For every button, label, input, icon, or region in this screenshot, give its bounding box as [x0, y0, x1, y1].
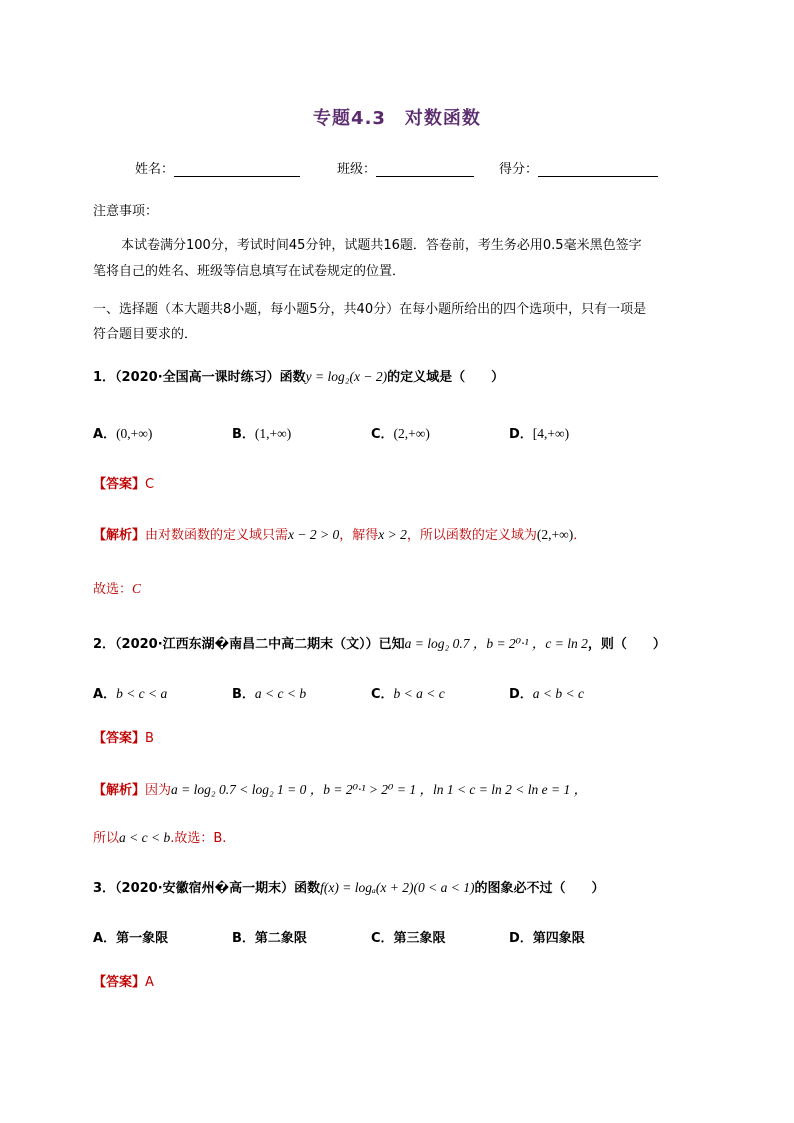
question-1-answer — [93, 473, 154, 492]
question-3-option-b[interactable]: B．第二象限 — [232, 931, 307, 946]
name-label: 姓名： — [135, 162, 175, 177]
question-3-prefix: 3．（2020·安徽宿州�高一期末）函数 — [93, 881, 321, 896]
analysis-tag: 【解析】 — [93, 528, 146, 543]
question-1-suffix: 的定义域是（ ） — [387, 370, 505, 385]
question-1-option-c[interactable]: C．(2,+∞) — [371, 426, 430, 442]
question-2-option-d[interactable]: D．a < b < c — [509, 686, 585, 702]
class-label: 班级： — [337, 162, 377, 177]
score-label: 得分： — [499, 162, 539, 177]
section-line-1: 一、选择题（本大题共8小题，每小题5分，共40分）在每小题所给出的四个选项中，只有一项是 — [93, 302, 647, 317]
question-3-option-c[interactable]: C．第三象限 — [371, 931, 446, 946]
question-2-analysis: 【解析】因为a = log₂ 0.7 < log₂ 1 = 0 ，b = 2⁰·¹ > 2⁰ = 1 ，ln 1 < c = ln 2 < ln e = 1 ， — [93, 782, 588, 798]
question-1-option-b[interactable]: B．(1,+∞) — [232, 426, 292, 442]
page-title: 专题4.3 对数函数 — [313, 108, 481, 129]
question-2-option-c[interactable]: C．b < a < c — [371, 686, 445, 702]
notice-heading: 注意事项： — [93, 204, 159, 219]
question-1-prefix: 1．（2020·全国高一课时练习）函数 — [93, 370, 306, 385]
answer-value: B — [145, 731, 154, 746]
analysis-tag: 【解析】 — [93, 783, 146, 798]
question-2-conclusion: 所以a < c < b.故选：B. — [93, 830, 227, 846]
question-2-option-b[interactable]: B．a < c < b — [232, 686, 307, 702]
question-2-option-a[interactable]: A．b < c < a — [93, 686, 168, 702]
question-2-suffix: ，则（ ） — [587, 637, 666, 652]
question-2-formula: a = log₂ 0.7 ，b = 2⁰·¹ ，c = ln 2 — [404, 636, 588, 651]
answer-tag: 【答案】 — [93, 975, 146, 990]
question-3-stem — [93, 877, 605, 896]
question-1-formula: y = log₂(x − 2) — [305, 369, 388, 384]
question-1-stem — [93, 366, 504, 385]
section-line-2: 符合题目要求的． — [93, 327, 198, 342]
question-3-option-d[interactable]: D．第四象限 — [509, 931, 585, 946]
answer-tag: 【答案】 — [93, 477, 146, 492]
question-2-answer — [93, 727, 154, 746]
question-2-prefix: 2．（2020·江西东湖�南昌二中高二期末（文））已知 — [93, 637, 405, 652]
question-1-option-d[interactable]: D．[4,+∞) — [509, 426, 570, 442]
notice-line-2: 笔将自己的姓名、班级等信息填写在试卷规定的位置． — [93, 264, 406, 279]
name-field — [135, 158, 300, 177]
question-3-answer — [93, 971, 154, 990]
question-2-stem — [93, 632, 666, 652]
question-1-option-a[interactable]: A．(0,+∞) — [93, 426, 153, 442]
notice-line-1: 本试卷满分100分，考试时间45分钟，试题共16题．答卷前，考生务必用0.5毫米黑色签字 — [121, 238, 642, 253]
answer-tag: 【答案】 — [93, 731, 146, 746]
class-field — [337, 158, 474, 177]
question-3-option-a[interactable]: A．第一象限 — [93, 931, 169, 946]
name-blank[interactable] — [174, 162, 300, 177]
answer-value: A — [145, 975, 154, 990]
score-field — [499, 158, 658, 177]
class-blank[interactable] — [376, 162, 474, 177]
question-1-analysis: 【解析】由对数函数的定义域只需x − 2 > 0，解得x > 2，所以函数的定义域为(2,+∞)． — [93, 527, 587, 543]
question-3-formula: f(x) = logₐ(x + 2)(0 < a < 1) — [320, 880, 475, 895]
answer-value: C — [145, 477, 155, 492]
score-blank[interactable] — [538, 162, 658, 177]
question-1-conclusion: 故选：C — [93, 581, 142, 597]
question-3-suffix: 的图象必不过（ ） — [474, 881, 605, 896]
